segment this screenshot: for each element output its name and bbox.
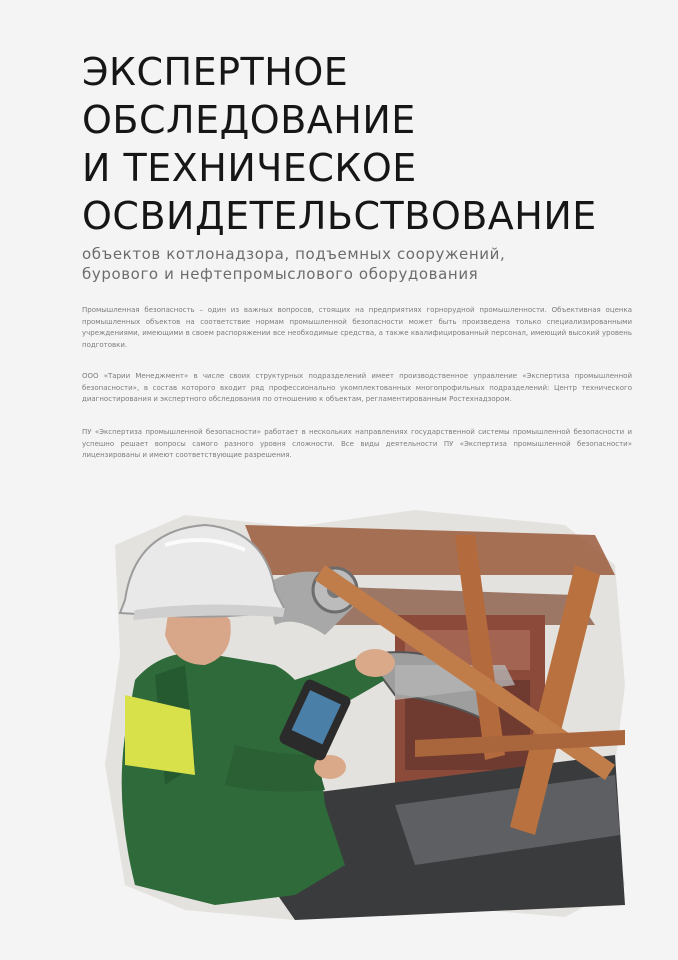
body-paragraph: ООО «Тарии Менеджмент» в числе своих структурных подразделений имеет производственное управление «Экспертиза промышленной безопасности», в состав которого входит ряд профессионально укомплектованных многопрофильных подразделений: Центр технического диагностирования и экспертного обследования по отношению к объектам, регламентированным Ростехнадзором.	[82, 372, 632, 403]
title-line: И ТЕХНИЧЕСКОЕ	[82, 146, 417, 190]
subtitle-line: бурового и нефтепромыслового оборудования	[82, 265, 479, 283]
subtitle-line: объектов котлонадзора, подъемных сооружений,	[82, 245, 506, 263]
title-line: ОБСЛЕДОВАНИЕ	[82, 98, 416, 142]
inspector-illustration	[95, 505, 635, 925]
page-title	[82, 48, 642, 240]
body-paragraph: ПУ «Экспертиза промышленной безопасности» работает в нескольких направлениях государственной системы промышленной безопасности и успешно решает вопросы самого разного уровня сложности. Все виды деятельности ПУ «Экспертиза промышленной безопасности» лицензированы и имеют соответствующие разрешения.	[82, 428, 632, 459]
body-paragraph: Промышленная безопасность – один из важных вопросов, стоящих на предприятиях горнорудной промышленности. Объективная оценка промышленных объектов на соответствие нормам промышленной безопасности может быть произведена только специализированными учреждениями, имеющими в своем распоряжении все необходимые средства, а также квалифицированный персонал, имеющий высокий уровень подготовки.	[82, 306, 632, 349]
page-subtitle	[82, 244, 642, 284]
title-line: ЭКСПЕРТНОЕ	[82, 50, 349, 94]
title-line: ОСВИДЕТЕЛЬСТВОВАНИЕ	[82, 194, 597, 238]
